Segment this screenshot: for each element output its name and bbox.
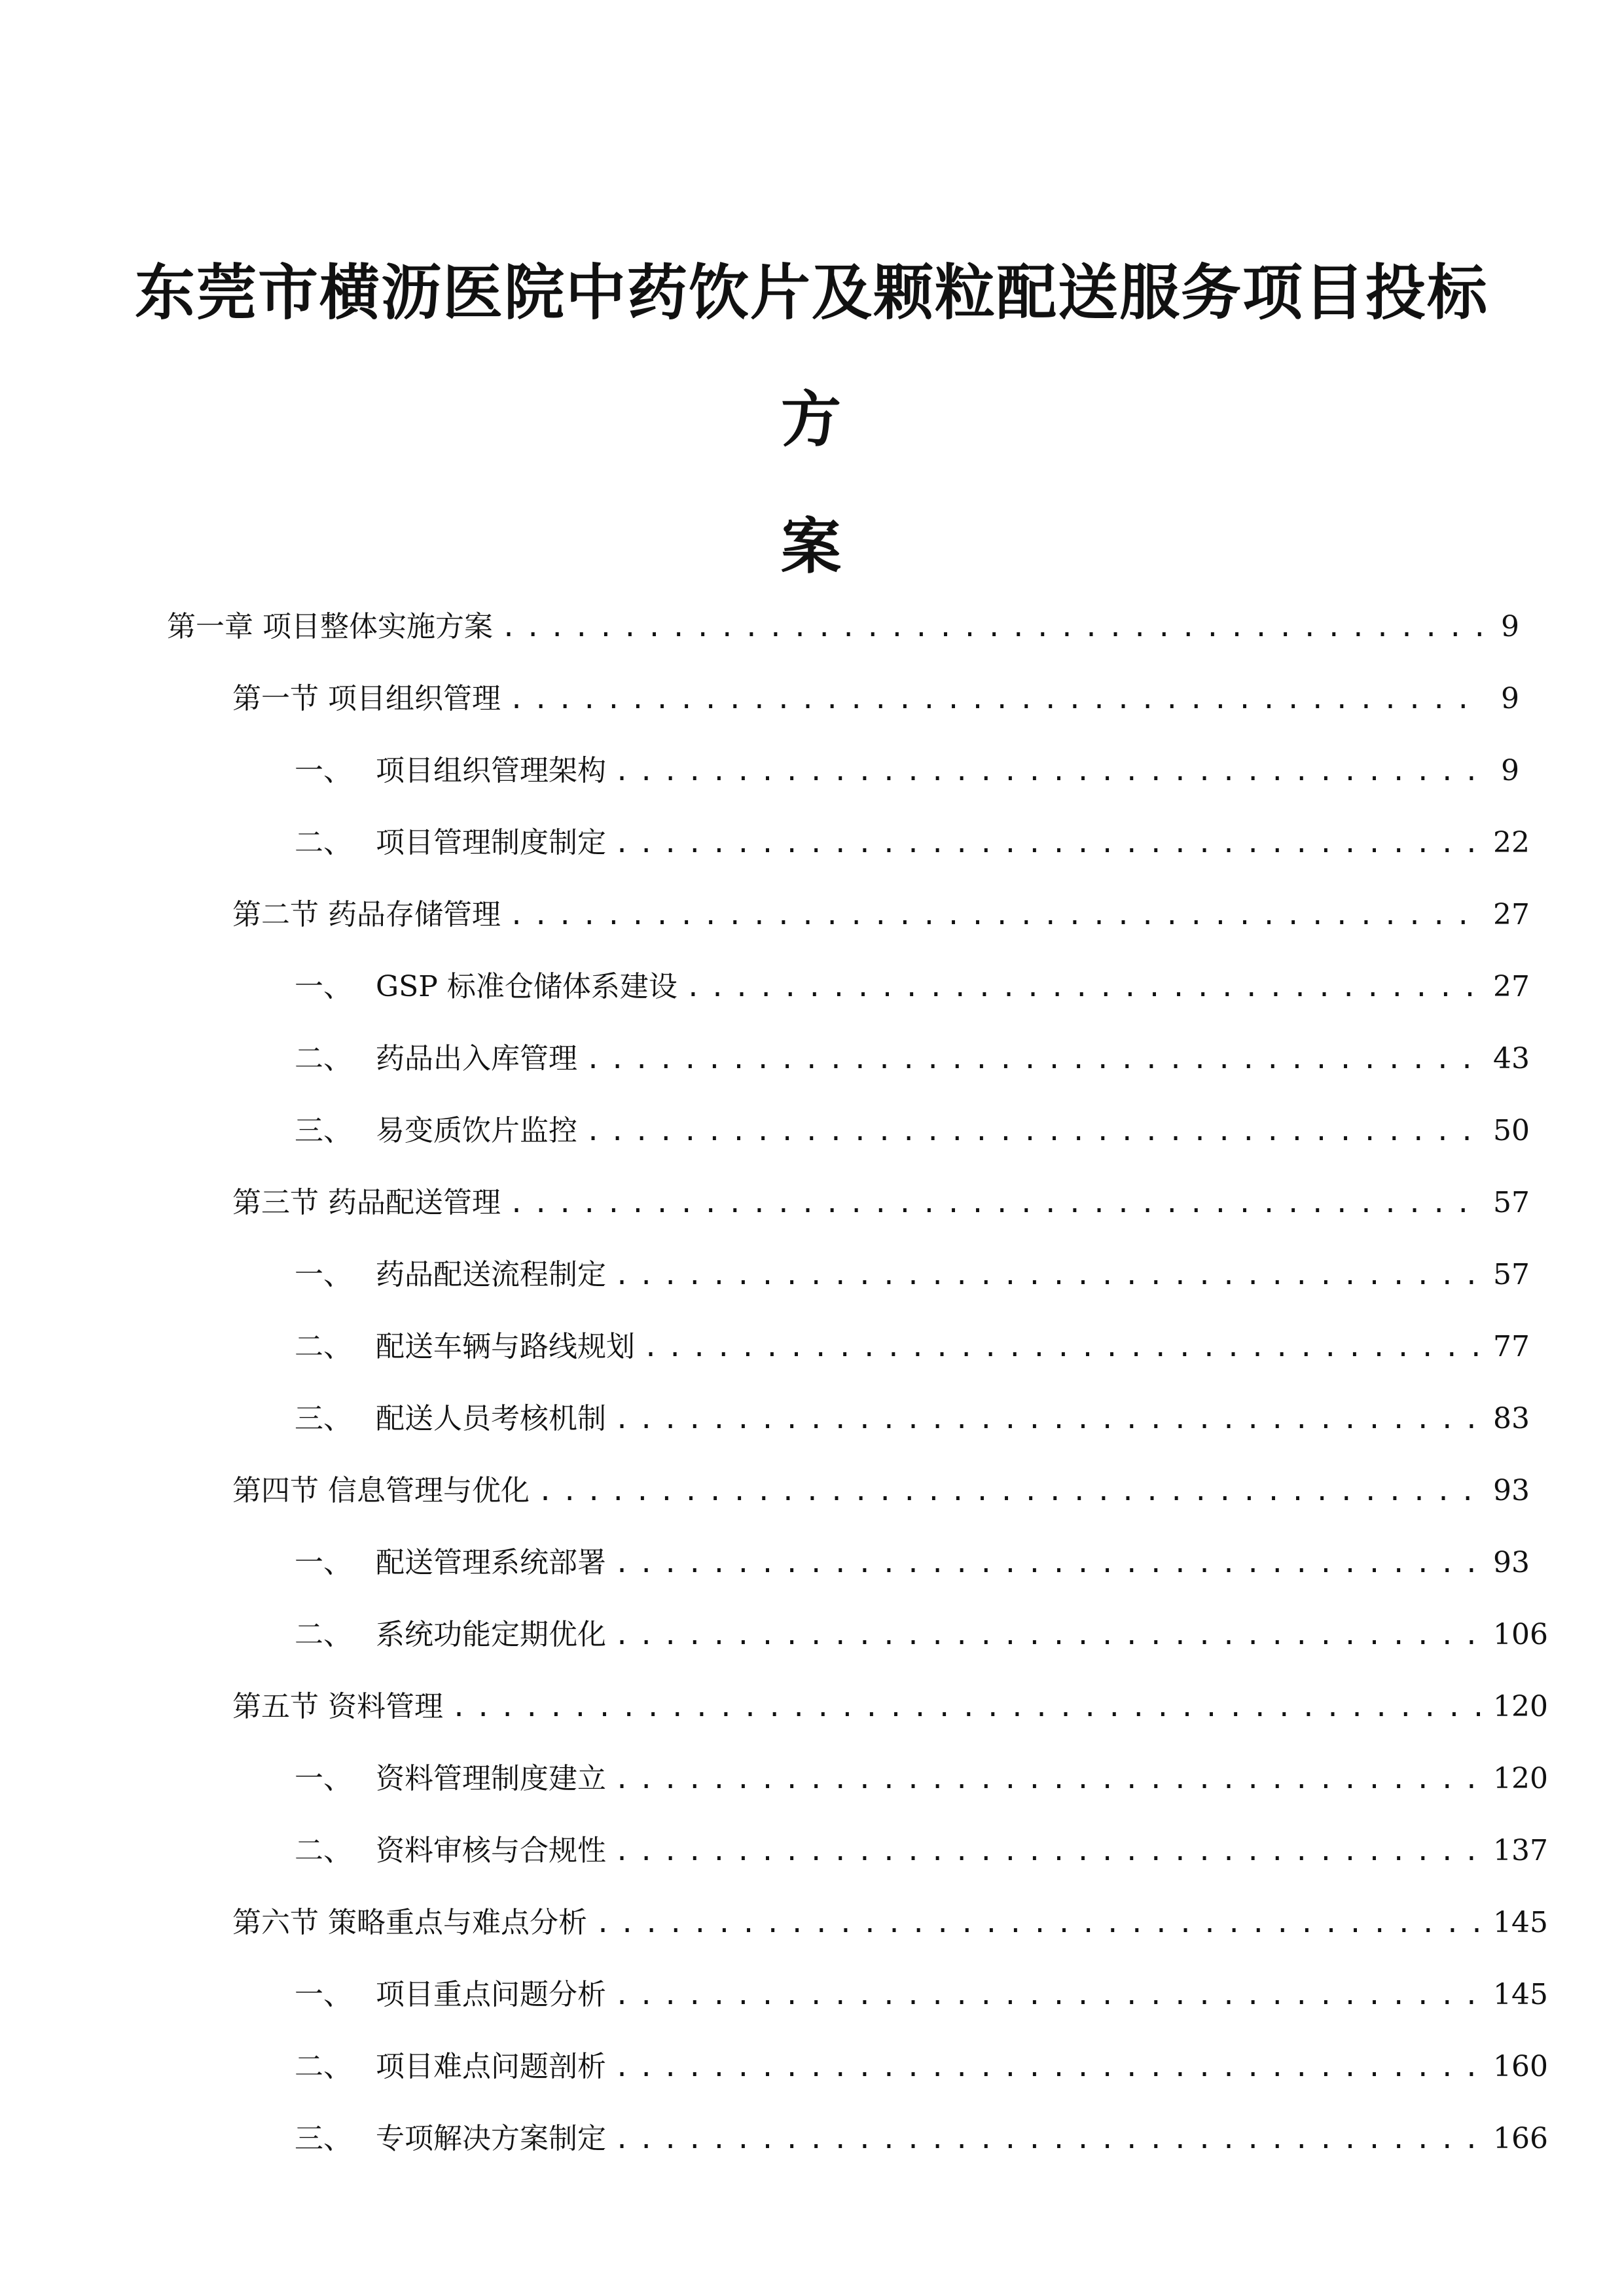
toc-dot-leader [614, 1616, 1484, 1655]
document-title-line-2: 案 [780, 511, 842, 582]
toc-entry-chapter-1[interactable] [167, 607, 1519, 647]
toc-entry-number: 二、 [295, 826, 352, 859]
toc-entry-subsection[interactable] [295, 2119, 1548, 2159]
toc-page-number: 145 [1493, 1906, 1548, 1939]
toc-entry-text: 第一节 项目组织管理 [232, 682, 501, 715]
toc-dot-leader [614, 1832, 1484, 1871]
toc-dot-leader [614, 1760, 1484, 1799]
toc-page-number: 145 [1493, 1978, 1548, 2011]
toc-dot-leader [509, 680, 1484, 719]
toc-entry-number: 二、 [295, 1618, 352, 1651]
toc-dot-leader [537, 1472, 1484, 1511]
toc-dot-leader [509, 1184, 1484, 1223]
toc-entry-section-3[interactable] [232, 1183, 1530, 1223]
toc-entry-subsection[interactable] [295, 1615, 1548, 1655]
toc-entry-subsection[interactable] [295, 1327, 1530, 1367]
toc-entry-text: 第三节 药品配送管理 [232, 1186, 501, 1219]
toc-page-number: 43 [1493, 1042, 1530, 1075]
toc-entry-text: 第四节 信息管理与优化 [232, 1474, 530, 1507]
toc-page-number: 9 [1501, 682, 1519, 715]
toc-dot-leader [614, 1976, 1484, 2015]
toc-entry-section-4[interactable] [232, 1471, 1530, 1511]
toc-page-number: 27 [1493, 970, 1530, 1003]
toc-entry-subsection[interactable] [295, 1759, 1548, 1799]
toc-dot-leader [585, 1112, 1484, 1151]
toc-entry-number: 二、 [295, 1330, 352, 1363]
toc-page-number: 50 [1493, 1114, 1530, 1147]
toc-page-number: 27 [1493, 898, 1530, 931]
toc-entry-subsection[interactable] [295, 1831, 1548, 1871]
toc-page-number: 93 [1493, 1546, 1530, 1579]
toc-dot-leader [614, 1256, 1484, 1295]
toc-entry-text: 系统功能定期优化 [376, 1618, 606, 1651]
toc-dot-leader [614, 1544, 1484, 1583]
toc-entry-number: 一、 [295, 1258, 352, 1291]
toc-entry-number: 一、 [295, 1978, 352, 2011]
toc-dot-leader [595, 1904, 1484, 1943]
toc-entry-text: 资料审核与合规性 [376, 1834, 606, 1867]
toc-entry-subsection[interactable] [295, 1039, 1530, 1079]
toc-dot-leader [509, 896, 1484, 935]
toc-entry-text: GSP 标准仓储体系建设 [376, 970, 677, 1003]
toc-entry-text: 药品配送流程制定 [376, 1258, 606, 1291]
toc-page-number: 120 [1493, 1690, 1548, 1723]
toc-entry-number: 三、 [295, 2122, 352, 2155]
toc-entry-text: 第一章 项目整体实施方案 [167, 610, 493, 643]
toc-dot-leader [614, 1400, 1484, 1439]
toc-entry-section-2[interactable] [232, 895, 1530, 935]
toc-entry-subsection[interactable] [295, 1399, 1530, 1439]
toc-entry-text: 项目重点问题分析 [376, 1978, 606, 2011]
toc-entry-number: 一、 [295, 754, 352, 787]
toc-page-number: 166 [1493, 2122, 1548, 2155]
toc-page-number: 22 [1493, 826, 1530, 859]
toc-page-number: 77 [1493, 1330, 1530, 1363]
toc-entry-section-5[interactable] [232, 1687, 1548, 1727]
toc-entry-subsection[interactable] [295, 2047, 1548, 2087]
toc-page-number: 137 [1493, 1834, 1548, 1867]
toc-dot-leader [614, 824, 1484, 863]
toc-dot-leader [643, 1328, 1484, 1367]
toc-entry-text: 配送车辆与路线规划 [376, 1330, 635, 1363]
toc-entry-section-6[interactable] [232, 1903, 1548, 1943]
toc-page-number: 93 [1493, 1474, 1530, 1507]
toc-page-number: 57 [1493, 1258, 1530, 1291]
toc-page-number: 9 [1501, 754, 1519, 787]
toc-entry-number: 二、 [295, 1834, 352, 1867]
toc-entry-number: 三、 [295, 1114, 352, 1147]
toc-entry-text: 项目组织管理架构 [376, 754, 606, 787]
toc-entry-text: 第六节 策略重点与难点分析 [232, 1906, 587, 1939]
toc-entry-subsection[interactable] [295, 1975, 1548, 2015]
toc-entry-section-1[interactable] [232, 679, 1519, 719]
toc-entry-number: 三、 [295, 1402, 352, 1435]
toc-entry-subsection[interactable] [295, 1111, 1530, 1151]
toc-entry-text: 配送人员考核机制 [376, 1402, 606, 1435]
document-title-line-1: 东莞市横沥医院中药饮片及颗粒配送服务项目投标方 [134, 257, 1489, 455]
toc-page-number: 120 [1493, 1762, 1548, 1795]
toc-entry-subsection[interactable] [295, 1543, 1530, 1583]
toc-page-number: 160 [1493, 2050, 1548, 2083]
toc-dot-leader [614, 2048, 1484, 2087]
toc-entry-text: 专项解决方案制定 [376, 2122, 606, 2155]
toc-dot-leader [585, 1040, 1484, 1079]
toc-entry-text: 配送管理系统部署 [376, 1546, 606, 1579]
toc-entry-subsection[interactable] [295, 1255, 1530, 1295]
toc-entry-subsection[interactable] [295, 967, 1530, 1007]
toc-page-number: 9 [1501, 610, 1519, 643]
toc-entry-text: 项目难点问题剖析 [376, 2050, 606, 2083]
toc-entry-number: 一、 [295, 1546, 352, 1579]
toc-dot-leader [501, 608, 1484, 647]
toc-entry-text: 第五节 资料管理 [232, 1690, 443, 1723]
toc-entry-subsection[interactable] [295, 823, 1530, 863]
toc-entry-number: 一、 [295, 970, 352, 1003]
toc-page-number: 83 [1493, 1402, 1530, 1435]
toc-entry-subsection[interactable] [295, 751, 1519, 791]
toc-dot-leader [685, 968, 1484, 1007]
toc-entry-number: 一、 [295, 1762, 352, 1795]
toc-entry-text: 药品出入库管理 [376, 1042, 577, 1075]
toc-dot-leader [614, 752, 1484, 791]
toc-entry-number: 二、 [295, 2050, 352, 2083]
toc-entry-text: 第二节 药品存储管理 [232, 898, 501, 931]
toc-page-number: 57 [1493, 1186, 1530, 1219]
toc-entry-text: 资料管理制度建立 [376, 1762, 606, 1795]
toc-entry-number: 二、 [295, 1042, 352, 1075]
toc-entry-text: 项目管理制度制定 [376, 826, 606, 859]
toc-dot-leader [451, 1688, 1484, 1727]
toc-page-number: 106 [1493, 1618, 1548, 1651]
toc-dot-leader [614, 2120, 1484, 2159]
toc-entry-text: 易变质饮片监控 [376, 1114, 577, 1147]
